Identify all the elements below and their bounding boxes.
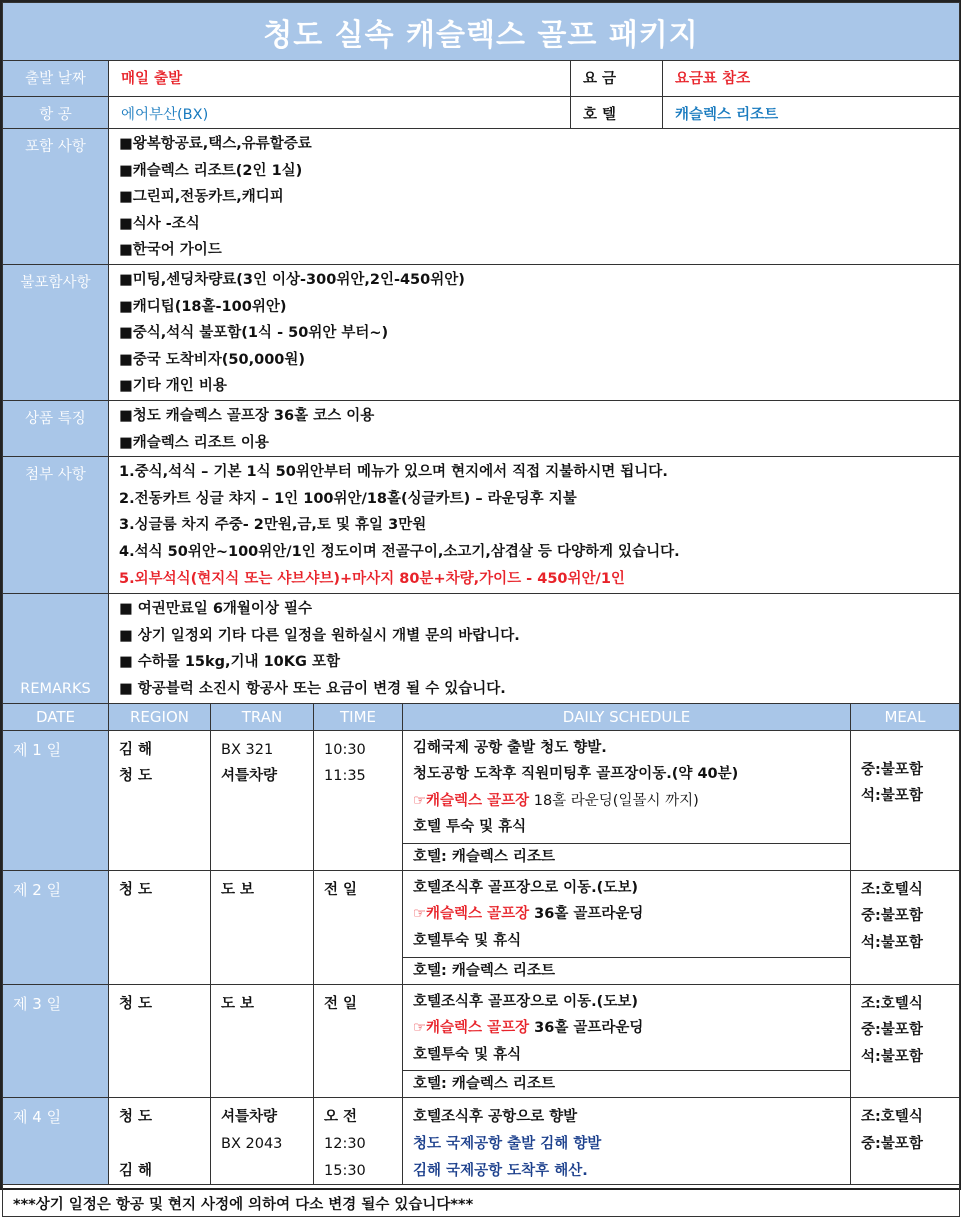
- schedule-line: 호텔조식후 골프장으로 이동.(도보): [413, 993, 638, 1010]
- tran-cell: [211, 730, 314, 870]
- region-cell: [109, 984, 211, 1098]
- hotel-line: 호텔: 캐슬렉스 리조트: [413, 848, 555, 865]
- schedule-line: 호텔투숙 및 휴식: [413, 933, 522, 950]
- list-item: ■청도 캐슬렉스 골프장 36홀 코스 이용: [119, 407, 375, 424]
- region: 청 도: [119, 995, 153, 1012]
- meal: 조:호텔식: [861, 1109, 923, 1126]
- header-region: REGION: [109, 703, 211, 730]
- header-meal: MEAL: [851, 703, 960, 730]
- tran-cell: [211, 870, 314, 984]
- day-label: 제 4 일: [3, 1098, 109, 1185]
- airline-label: 항 공: [3, 97, 109, 129]
- list-item: 5.외부석식(현지식 또는 샤브샤브)+마사지 80분+차량,가이드 - 450위안/1인: [119, 570, 625, 587]
- included-label: 포함 사항: [3, 129, 109, 265]
- list-item: ■왕복항공료,택스,유류할증료: [119, 136, 312, 152]
- header-date: DATE: [3, 703, 109, 730]
- list-item: ■캐슬렉스 리조트(2인 1실): [119, 162, 303, 179]
- transport: 도 보: [221, 881, 255, 898]
- region-cell: [109, 870, 211, 984]
- hotel-line: 호텔: 캐슬렉스 리조트: [413, 1076, 555, 1093]
- meal-cell: [851, 730, 960, 870]
- day-label: 제 1 일: [3, 730, 109, 870]
- schedule-line: 김해국제 공항 출발 청도 향발.: [413, 739, 607, 756]
- time: 오 전: [324, 1109, 358, 1126]
- daily-schedule-cell: [403, 984, 851, 1098]
- price-value: 요금표 참조: [663, 61, 960, 97]
- schedule-line: 호텔조식후 골프장으로 이동.(도보): [413, 879, 638, 896]
- meal: 중:불포함: [861, 1136, 923, 1153]
- meal: 석:불포함: [861, 788, 923, 805]
- footer-note: ***상기 일정은 항공 및 현지 사정에 의하여 다소 변경 될수 있습니다***: [3, 1185, 960, 1217]
- meal-cell: [851, 984, 960, 1098]
- schedule-row: [3, 870, 960, 984]
- remarks-list: [109, 594, 960, 703]
- transport: 셔틀차량: [221, 1109, 278, 1126]
- time-cell: [314, 870, 403, 984]
- list-item: ■ 상기 일정외 기타 다른 일정을 원하실시 개별 문의 바랍니다.: [119, 627, 520, 644]
- region: 청 도: [119, 1109, 153, 1126]
- list-item: 3.싱글룸 차지 주중- 2만원,금,토 및 휴일 3만원: [119, 517, 427, 534]
- airline-value: 에어부산(BX): [109, 97, 571, 129]
- daily-schedule-cell: [403, 1098, 851, 1185]
- header-tran: TRAN: [211, 703, 314, 730]
- list-item: ■캐디팁(18홀-100위안): [119, 298, 287, 315]
- notes-label: 첨부 사항: [3, 457, 109, 594]
- time: 10:30: [324, 741, 366, 758]
- schedule-line: 호텔 투숙 및 휴식: [413, 819, 527, 836]
- meal: 조:호텔식: [861, 881, 923, 898]
- meal: 중:불포함: [861, 1022, 923, 1039]
- transport: 도 보: [221, 995, 255, 1012]
- transport: BX 321: [221, 741, 274, 758]
- schedule-line: 호텔조식후 공항으로 향발: [413, 1109, 578, 1126]
- page-title: 청도 실속 캐슬렉스 골프 패키지: [3, 3, 960, 61]
- features-label: 상품 특징: [3, 400, 109, 456]
- list-item: ■한국어 가이드: [119, 242, 222, 259]
- meal: 중:불포함: [861, 761, 923, 778]
- header-time: TIME: [314, 703, 403, 730]
- schedule-line: 청도 국제공항 출발 김해 향발: [413, 1136, 602, 1153]
- features-list: [109, 400, 960, 456]
- schedule-line: 김해 국제공항 도착후 해산.: [413, 1162, 588, 1179]
- region-cell: [109, 730, 211, 870]
- transport: 셔틀차량: [221, 768, 278, 785]
- list-item: ■ 여권만료일 6개월이상 필수: [119, 601, 313, 618]
- schedule-line: ☞캐슬렉스 골프장 36홀 골프라운딩: [413, 906, 644, 923]
- meal: 석:불포함: [861, 935, 923, 952]
- schedule-line: ☞캐슬렉스 골프장 36홀 골프라운딩: [413, 1020, 644, 1037]
- meal: 석:불포함: [861, 1048, 923, 1065]
- notes-list: [109, 457, 960, 594]
- hotel-line: 호텔: 캐슬렉스 리조트: [413, 962, 555, 979]
- list-item: ■ 수하물 15kg,기내 10KG 포함: [119, 654, 340, 671]
- included-list: [109, 129, 960, 265]
- schedule-row: [3, 730, 960, 870]
- header-daily-schedule: DAILY SCHEDULE: [403, 703, 851, 730]
- list-item: ■중국 도착비자(50,000원): [119, 351, 306, 368]
- list-item: ■중식,석식 불포함(1식 - 50위안 부터~): [119, 325, 389, 342]
- schedule-row: [3, 984, 960, 1098]
- daily-schedule-cell: [403, 870, 851, 984]
- list-item: ■식사 -조식: [119, 215, 200, 232]
- day-label: 제 2 일: [3, 870, 109, 984]
- list-item: 1.중식,석식 – 기본 1식 50위안부터 메뉴가 있으며 현지에서 직접 지불하시면 됩니다.: [119, 464, 668, 481]
- meal: 조:호텔식: [861, 995, 923, 1012]
- list-item: ■ 항공블럭 소진시 항공사 또는 요금이 변경 될 수 있습니다.: [119, 680, 506, 697]
- time: 11:35: [324, 768, 366, 785]
- excluded-label: 불포함사항: [3, 264, 109, 400]
- excluded-list: [109, 264, 960, 400]
- time: 15:30: [324, 1162, 366, 1179]
- region-cell: [109, 1098, 211, 1185]
- tran-cell: [211, 1098, 314, 1185]
- meal-cell: [851, 1098, 960, 1185]
- region: [119, 1131, 210, 1158]
- schedule-line: 호텔투숙 및 휴식: [413, 1046, 522, 1063]
- price-label: 요 금: [571, 61, 663, 97]
- departure-value: 매일 출발: [109, 61, 571, 97]
- hotel-label: 호 텔: [571, 97, 663, 129]
- schedule-line: ☞캐슬렉스 골프장 18홀 라운딩(일몰시 까지): [413, 792, 699, 809]
- meal: 중:불포함: [861, 908, 923, 925]
- list-item: ■미팅,센딩차량료(3인 이상-300위안,2인-450위안): [119, 271, 465, 288]
- day-label: 제 3 일: [3, 984, 109, 1098]
- region: 김 해: [119, 741, 153, 758]
- daily-schedule-cell: [403, 730, 851, 870]
- list-item: 2.전동카트 싱글 챠지 – 1인 100위안/18홀(싱글카트) – 라운딩후 지불: [119, 490, 577, 507]
- region: 청 도: [119, 881, 153, 898]
- list-item: ■기타 개인 비용: [119, 378, 227, 395]
- time: 전 일: [324, 995, 358, 1012]
- region: 김 해: [119, 1162, 153, 1179]
- tran-cell: [211, 984, 314, 1098]
- list-item: 4.석식 50위안~100위안/1인 정도이며 전골구이,소고기,삼겹살 등 다양하게 있습니다.: [119, 543, 680, 560]
- time-cell: [314, 1098, 403, 1185]
- schedule-row: [3, 1098, 960, 1185]
- time-cell: [314, 984, 403, 1098]
- schedule-line: 청도공항 도착후 직원미팅후 골프장이동.(약 40분): [413, 766, 739, 783]
- list-item: ■캐슬렉스 리조트 이용: [119, 434, 269, 451]
- region: 청 도: [119, 768, 153, 785]
- departure-label: 출발 날짜: [3, 61, 109, 97]
- time: 12:30: [324, 1136, 366, 1153]
- hotel-value: 캐슬렉스 리조트: [663, 97, 960, 129]
- package-table: [2, 2, 960, 1217]
- transport: BX 2043: [221, 1136, 283, 1153]
- list-item: ■그린피,전동카트,캐디피: [119, 189, 284, 206]
- time: 전 일: [324, 881, 358, 898]
- meal-cell: [851, 870, 960, 984]
- time-cell: [314, 730, 403, 870]
- remarks-label: REMARKS: [3, 594, 109, 703]
